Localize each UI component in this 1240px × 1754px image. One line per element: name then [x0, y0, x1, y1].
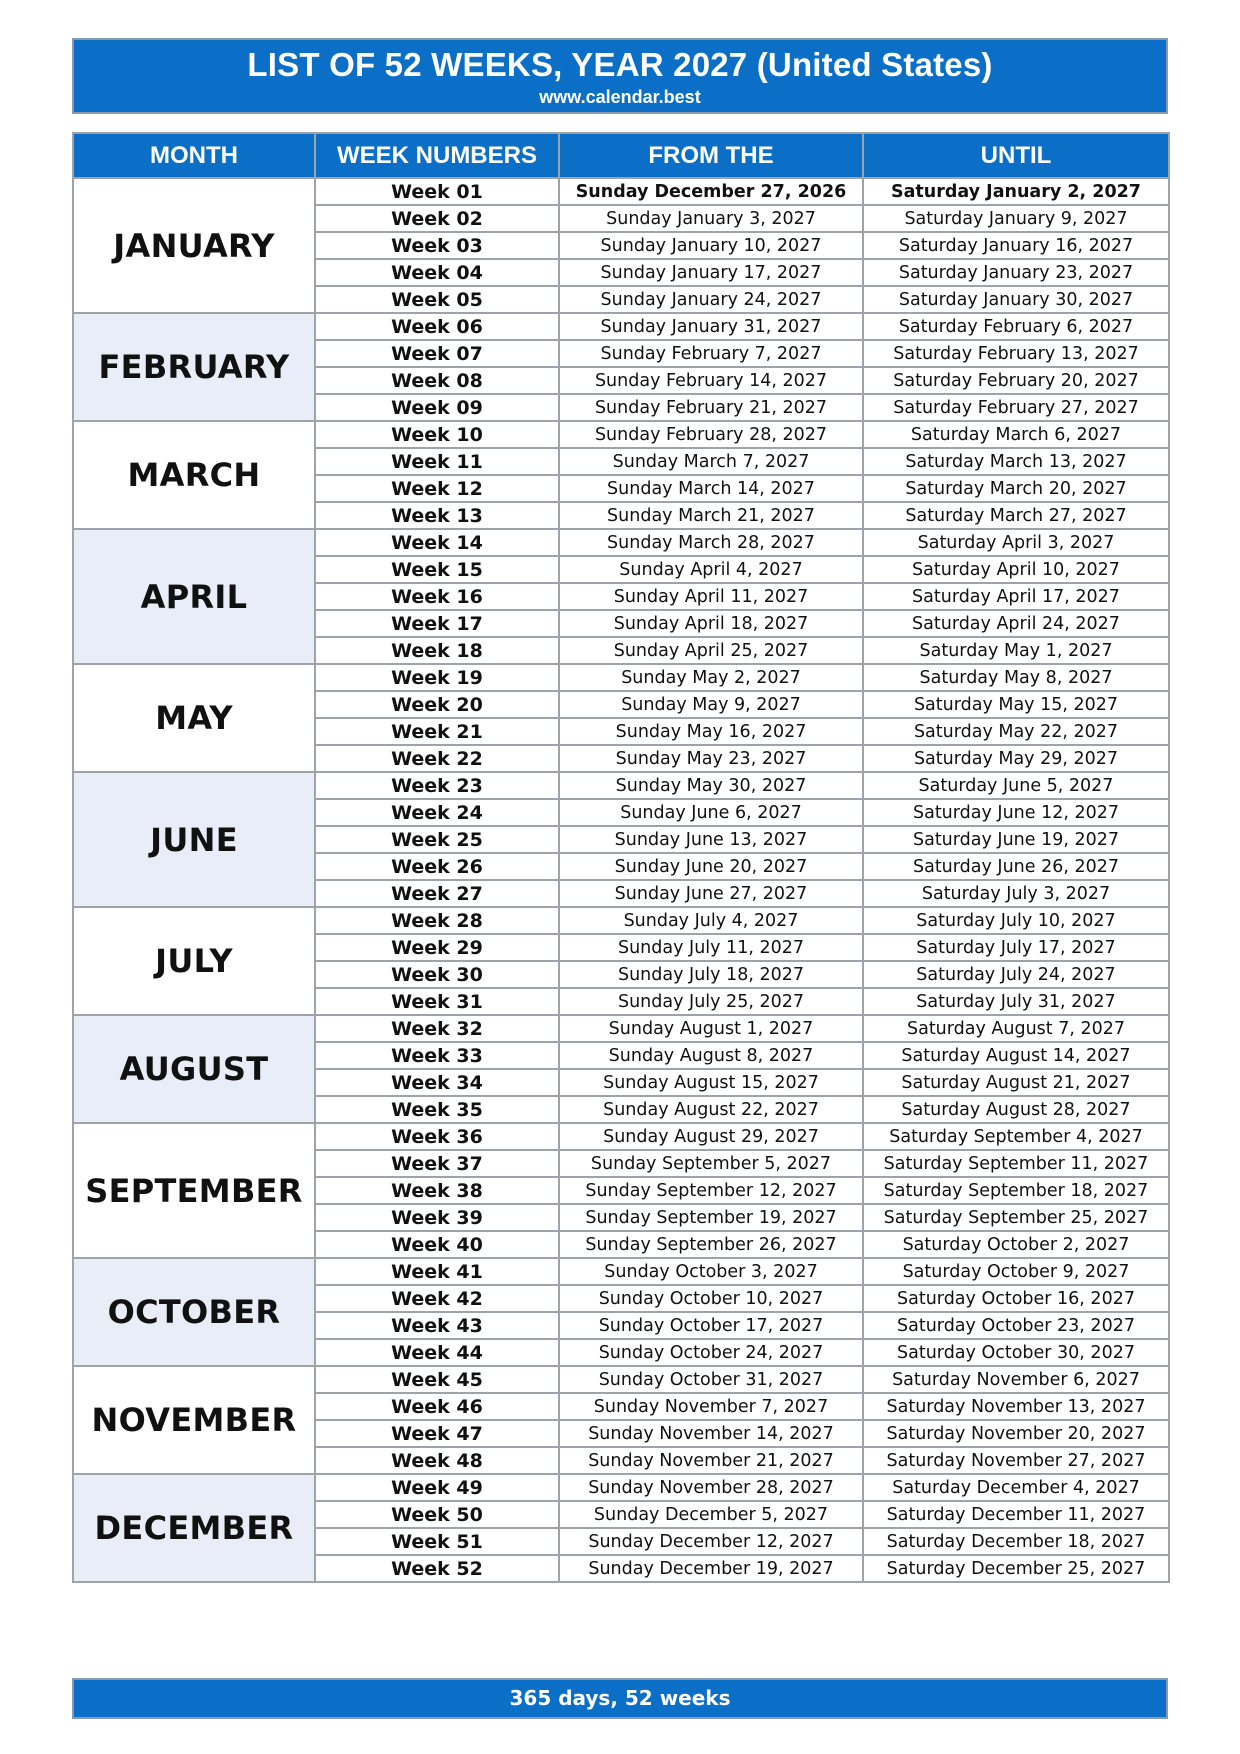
week-start-cell: Sunday September 5, 2027 [559, 1150, 863, 1177]
week-end-cell: Saturday February 20, 2027 [863, 367, 1169, 394]
week-end-cell: Saturday August 7, 2027 [863, 1015, 1169, 1042]
week-start-cell: Sunday August 29, 2027 [559, 1123, 863, 1150]
table-row [73, 1015, 1169, 1042]
week-number-cell: Week 50 [315, 1501, 559, 1528]
week-number-cell: Week 27 [315, 880, 559, 907]
week-start-cell: Sunday October 17, 2027 [559, 1312, 863, 1339]
week-end-cell: Saturday September 18, 2027 [863, 1177, 1169, 1204]
week-number-cell: Week 12 [315, 475, 559, 502]
week-end-cell: Saturday January 23, 2027 [863, 259, 1169, 286]
week-start-cell: Sunday September 19, 2027 [559, 1204, 863, 1231]
week-number-cell: Week 21 [315, 718, 559, 745]
week-start-cell: Sunday June 20, 2027 [559, 853, 863, 880]
footer-summary: 365 days, 52 weeks [72, 1678, 1168, 1719]
week-end-cell: Saturday September 11, 2027 [863, 1150, 1169, 1177]
week-number-cell: Week 29 [315, 934, 559, 961]
week-number-cell: Week 20 [315, 691, 559, 718]
week-end-cell: Saturday December 25, 2027 [863, 1555, 1169, 1582]
table-header-row [73, 133, 1169, 178]
week-start-cell: Sunday September 12, 2027 [559, 1177, 863, 1204]
week-end-cell: Saturday July 31, 2027 [863, 988, 1169, 1015]
week-end-cell: Saturday September 25, 2027 [863, 1204, 1169, 1231]
month-name-january: JANUARY [73, 178, 315, 313]
month-name-december: DECEMBER [73, 1474, 315, 1582]
week-number-cell: Week 26 [315, 853, 559, 880]
week-start-cell: Sunday December 19, 2027 [559, 1555, 863, 1582]
week-start-cell: Sunday September 26, 2027 [559, 1231, 863, 1258]
week-end-cell: Saturday March 27, 2027 [863, 502, 1169, 529]
week-number-cell: Week 15 [315, 556, 559, 583]
week-start-cell: Sunday August 8, 2027 [559, 1042, 863, 1069]
week-number-cell: Week 04 [315, 259, 559, 286]
week-number-cell: Week 25 [315, 826, 559, 853]
week-number-cell: Week 09 [315, 394, 559, 421]
week-end-cell: Saturday July 3, 2027 [863, 880, 1169, 907]
week-start-cell: Sunday May 16, 2027 [559, 718, 863, 745]
week-start-cell: Sunday March 7, 2027 [559, 448, 863, 475]
week-start-cell: Sunday July 18, 2027 [559, 961, 863, 988]
month-name-march: MARCH [73, 421, 315, 529]
week-number-cell: Week 14 [315, 529, 559, 556]
week-start-cell: Sunday December 5, 2027 [559, 1501, 863, 1528]
week-start-cell: Sunday January 3, 2027 [559, 205, 863, 232]
week-end-cell: Saturday March 6, 2027 [863, 421, 1169, 448]
week-start-cell: Sunday June 13, 2027 [559, 826, 863, 853]
week-end-cell: Saturday November 6, 2027 [863, 1366, 1169, 1393]
week-start-cell: Sunday January 10, 2027 [559, 232, 863, 259]
week-start-cell: Sunday August 15, 2027 [559, 1069, 863, 1096]
week-end-cell: Saturday January 16, 2027 [863, 232, 1169, 259]
week-end-cell: Saturday October 16, 2027 [863, 1285, 1169, 1312]
week-end-cell: Saturday March 20, 2027 [863, 475, 1169, 502]
table-row [73, 178, 1169, 205]
week-start-cell: Sunday October 10, 2027 [559, 1285, 863, 1312]
week-number-cell: Week 02 [315, 205, 559, 232]
week-start-cell: Sunday February 14, 2027 [559, 367, 863, 394]
column-header-from: FROM THE [559, 133, 863, 178]
week-number-cell: Week 45 [315, 1366, 559, 1393]
week-end-cell: Saturday January 30, 2027 [863, 286, 1169, 313]
month-name-july: JULY [73, 907, 315, 1015]
week-end-cell: Saturday June 26, 2027 [863, 853, 1169, 880]
month-name-august: AUGUST [73, 1015, 315, 1123]
week-end-cell: Saturday October 30, 2027 [863, 1339, 1169, 1366]
week-number-cell: Week 17 [315, 610, 559, 637]
week-end-cell: Saturday August 28, 2027 [863, 1096, 1169, 1123]
week-start-cell: Sunday June 27, 2027 [559, 880, 863, 907]
week-number-cell: Week 03 [315, 232, 559, 259]
week-end-cell: Saturday July 17, 2027 [863, 934, 1169, 961]
week-start-cell: Sunday January 17, 2027 [559, 259, 863, 286]
week-end-cell: Saturday June 19, 2027 [863, 826, 1169, 853]
week-number-cell: Week 41 [315, 1258, 559, 1285]
table-row [73, 1123, 1169, 1150]
week-number-cell: Week 38 [315, 1177, 559, 1204]
table-row [73, 1258, 1169, 1285]
week-end-cell: Saturday November 20, 2027 [863, 1420, 1169, 1447]
week-number-cell: Week 49 [315, 1474, 559, 1501]
month-name-april: APRIL [73, 529, 315, 664]
week-end-cell: Saturday May 8, 2027 [863, 664, 1169, 691]
table-row [73, 907, 1169, 934]
week-number-cell: Week 11 [315, 448, 559, 475]
week-start-cell: Sunday November 21, 2027 [559, 1447, 863, 1474]
table-row [73, 664, 1169, 691]
week-end-cell: Saturday December 4, 2027 [863, 1474, 1169, 1501]
column-header-week-numbers: WEEK NUMBERS [315, 133, 559, 178]
page-title: LIST OF 52 WEEKS, YEAR 2027 (United States) [247, 46, 993, 83]
week-number-cell: Week 01 [315, 178, 559, 205]
week-start-cell: Sunday June 6, 2027 [559, 799, 863, 826]
week-number-cell: Week 40 [315, 1231, 559, 1258]
week-start-cell: Sunday May 23, 2027 [559, 745, 863, 772]
month-name-may: MAY [73, 664, 315, 772]
week-end-cell: Saturday June 5, 2027 [863, 772, 1169, 799]
month-name-february: FEBRUARY [73, 313, 315, 421]
week-number-cell: Week 35 [315, 1096, 559, 1123]
week-start-cell: Sunday October 24, 2027 [559, 1339, 863, 1366]
table-row [73, 772, 1169, 799]
week-number-cell: Week 16 [315, 583, 559, 610]
month-name-november: NOVEMBER [73, 1366, 315, 1474]
week-end-cell: Saturday October 23, 2027 [863, 1312, 1169, 1339]
week-end-cell: Saturday February 13, 2027 [863, 340, 1169, 367]
week-end-cell: Saturday February 27, 2027 [863, 394, 1169, 421]
column-header-until: UNTIL [863, 133, 1169, 178]
week-start-cell: Sunday April 4, 2027 [559, 556, 863, 583]
week-end-cell: Saturday October 2, 2027 [863, 1231, 1169, 1258]
week-number-cell: Week 36 [315, 1123, 559, 1150]
week-end-cell: Saturday March 13, 2027 [863, 448, 1169, 475]
week-start-cell: Sunday May 2, 2027 [559, 664, 863, 691]
week-start-cell: Sunday July 4, 2027 [559, 907, 863, 934]
week-start-cell: Sunday April 25, 2027 [559, 637, 863, 664]
week-number-cell: Week 44 [315, 1339, 559, 1366]
week-number-cell: Week 32 [315, 1015, 559, 1042]
week-end-cell: Saturday December 11, 2027 [863, 1501, 1169, 1528]
week-number-cell: Week 24 [315, 799, 559, 826]
week-start-cell: Sunday February 7, 2027 [559, 340, 863, 367]
table-row [73, 529, 1169, 556]
week-end-cell: Saturday September 4, 2027 [863, 1123, 1169, 1150]
week-start-cell: Sunday November 14, 2027 [559, 1420, 863, 1447]
week-end-cell: Saturday August 14, 2027 [863, 1042, 1169, 1069]
week-number-cell: Week 31 [315, 988, 559, 1015]
week-start-cell: Sunday July 25, 2027 [559, 988, 863, 1015]
table-row [73, 421, 1169, 448]
week-start-cell: Sunday February 21, 2027 [559, 394, 863, 421]
table-row [73, 1366, 1169, 1393]
week-start-cell: Sunday December 12, 2027 [559, 1528, 863, 1555]
column-header-month: MONTH [73, 133, 315, 178]
week-end-cell: Saturday May 22, 2027 [863, 718, 1169, 745]
month-name-june: JUNE [73, 772, 315, 907]
week-end-cell: Saturday May 15, 2027 [863, 691, 1169, 718]
week-number-cell: Week 52 [315, 1555, 559, 1582]
week-end-cell: Saturday December 18, 2027 [863, 1528, 1169, 1555]
week-number-cell: Week 33 [315, 1042, 559, 1069]
week-number-cell: Week 46 [315, 1393, 559, 1420]
table-row [73, 1474, 1169, 1501]
week-end-cell: Saturday October 9, 2027 [863, 1258, 1169, 1285]
week-start-cell: Sunday January 31, 2027 [559, 313, 863, 340]
week-start-cell: Sunday November 7, 2027 [559, 1393, 863, 1420]
week-number-cell: Week 42 [315, 1285, 559, 1312]
weeks-table-body [73, 178, 1169, 1582]
week-end-cell: Saturday June 12, 2027 [863, 799, 1169, 826]
week-end-cell: Saturday April 3, 2027 [863, 529, 1169, 556]
week-start-cell: Sunday May 30, 2027 [559, 772, 863, 799]
week-end-cell: Saturday January 9, 2027 [863, 205, 1169, 232]
week-number-cell: Week 18 [315, 637, 559, 664]
week-end-cell: Saturday November 13, 2027 [863, 1393, 1169, 1420]
week-start-cell: Sunday March 14, 2027 [559, 475, 863, 502]
week-end-cell: Saturday April 10, 2027 [863, 556, 1169, 583]
week-start-cell: Sunday March 28, 2027 [559, 529, 863, 556]
week-number-cell: Week 47 [315, 1420, 559, 1447]
week-number-cell: Week 34 [315, 1069, 559, 1096]
week-start-cell: Sunday December 27, 2026 [559, 178, 863, 205]
week-number-cell: Week 39 [315, 1204, 559, 1231]
week-start-cell: Sunday November 28, 2027 [559, 1474, 863, 1501]
week-start-cell: Sunday May 9, 2027 [559, 691, 863, 718]
week-number-cell: Week 23 [315, 772, 559, 799]
week-number-cell: Week 10 [315, 421, 559, 448]
week-end-cell: Saturday August 21, 2027 [863, 1069, 1169, 1096]
week-start-cell: Sunday August 1, 2027 [559, 1015, 863, 1042]
week-start-cell: Sunday April 18, 2027 [559, 610, 863, 637]
week-number-cell: Week 51 [315, 1528, 559, 1555]
week-start-cell: Sunday October 31, 2027 [559, 1366, 863, 1393]
week-number-cell: Week 22 [315, 745, 559, 772]
week-start-cell: Sunday July 11, 2027 [559, 934, 863, 961]
week-number-cell: Week 48 [315, 1447, 559, 1474]
site-link[interactable]: www.calendar.best [539, 87, 701, 107]
week-end-cell: Saturday July 24, 2027 [863, 961, 1169, 988]
month-name-september: SEPTEMBER [73, 1123, 315, 1258]
week-number-cell: Week 05 [315, 286, 559, 313]
week-number-cell: Week 28 [315, 907, 559, 934]
week-end-cell: Saturday November 27, 2027 [863, 1447, 1169, 1474]
week-start-cell: Sunday January 24, 2027 [559, 286, 863, 313]
weeks-table [72, 132, 1170, 1583]
week-end-cell: Saturday February 6, 2027 [863, 313, 1169, 340]
week-start-cell: Sunday February 28, 2027 [559, 421, 863, 448]
week-end-cell: Saturday April 17, 2027 [863, 583, 1169, 610]
week-number-cell: Week 13 [315, 502, 559, 529]
week-number-cell: Week 30 [315, 961, 559, 988]
week-end-cell: Saturday May 1, 2027 [863, 637, 1169, 664]
title-banner [72, 38, 1168, 114]
week-number-cell: Week 37 [315, 1150, 559, 1177]
week-number-cell: Week 08 [315, 367, 559, 394]
week-end-cell: Saturday May 29, 2027 [863, 745, 1169, 772]
week-number-cell: Week 06 [315, 313, 559, 340]
table-row [73, 313, 1169, 340]
week-start-cell: Sunday April 11, 2027 [559, 583, 863, 610]
week-end-cell: Saturday January 2, 2027 [863, 178, 1169, 205]
week-start-cell: Sunday August 22, 2027 [559, 1096, 863, 1123]
week-number-cell: Week 07 [315, 340, 559, 367]
week-number-cell: Week 43 [315, 1312, 559, 1339]
week-number-cell: Week 19 [315, 664, 559, 691]
week-end-cell: Saturday July 10, 2027 [863, 907, 1169, 934]
week-start-cell: Sunday March 21, 2027 [559, 502, 863, 529]
month-name-october: OCTOBER [73, 1258, 315, 1366]
week-end-cell: Saturday April 24, 2027 [863, 610, 1169, 637]
week-start-cell: Sunday October 3, 2027 [559, 1258, 863, 1285]
